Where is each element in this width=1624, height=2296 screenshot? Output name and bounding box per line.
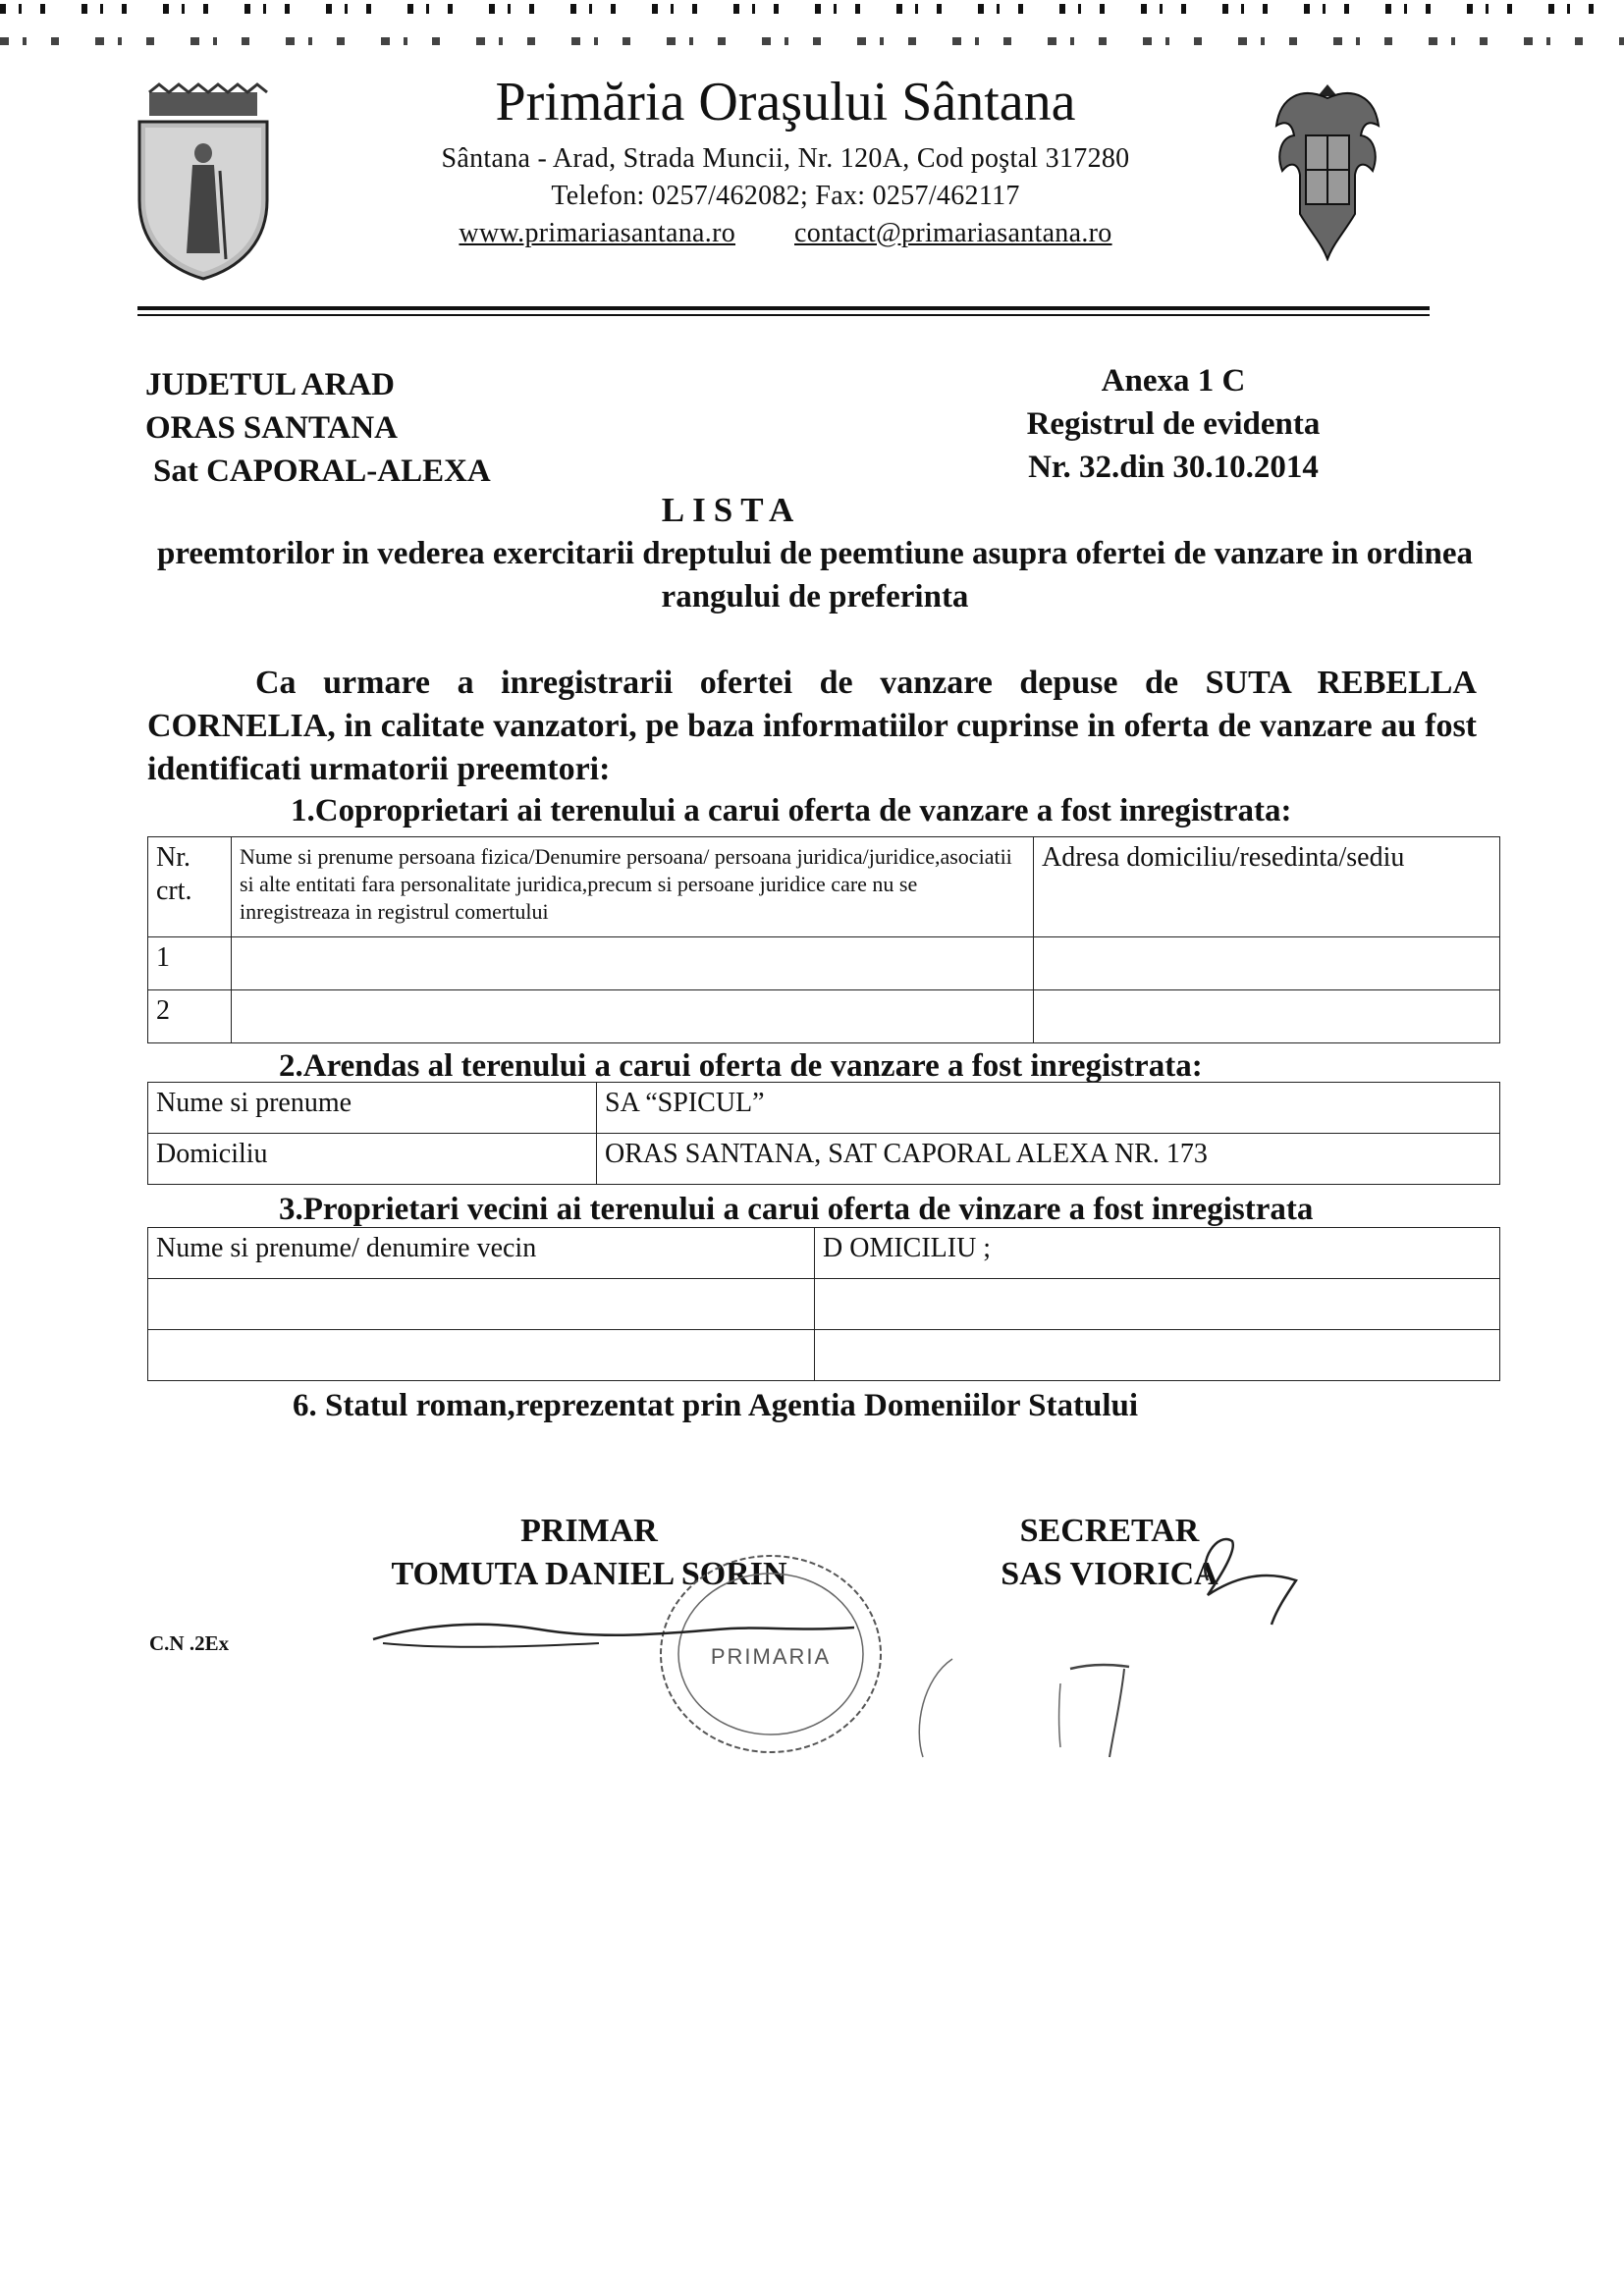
handwritten-mark-icon — [903, 1639, 1218, 1767]
value-nume: SA “SPICUL” — [597, 1083, 1500, 1134]
table-row — [148, 1134, 1500, 1185]
svg-text:PRIMARIA: PRIMARIA — [710, 1644, 832, 1669]
website-link[interactable]: www.primariasantana.ro — [459, 218, 735, 248]
mayor-title: PRIMAR — [520, 1513, 658, 1549]
table-header-row — [148, 837, 1500, 937]
section1-heading: 1.Coproprietari ai terenului a carui oferta de vanzare a fost inregistrata: — [291, 793, 1292, 828]
neighbors-table — [147, 1227, 1500, 1381]
row-nr: 2 — [148, 990, 232, 1043]
col-nr-header: Nr. crt. — [148, 837, 232, 937]
village-label: Sat CAPORAL-ALEXA — [153, 454, 491, 489]
coowners-table — [147, 836, 1500, 1043]
secretary-name: SAS VIORICA — [1001, 1556, 1218, 1592]
romania-coat-of-arms-icon — [1272, 77, 1382, 261]
letterhead-contacts — [295, 216, 1276, 251]
secretary-signature-icon — [1178, 1522, 1326, 1629]
col-nume-header: Nume si prenume persoana fizica/Denumire persoana/ persoana juridica/juridice,asociatii si alte entitati fara personalitate juridica,precum si persoane juridice care nu se inregistreaza in registrul comertului — [232, 837, 1034, 937]
copies-code: C.N .2Ex — [149, 1631, 230, 1655]
city-coat-of-arms-icon — [130, 82, 277, 281]
table-row — [148, 1083, 1500, 1134]
section3-heading: 3.Proprietari vecini ai terenului a carui oferta de vinzare a fost inregistrata — [279, 1192, 1314, 1227]
col-adresa-header: Adresa domiciliu/resedinta/sediu — [1034, 837, 1500, 937]
header-left-block — [145, 363, 833, 493]
table-header-row — [148, 1228, 1500, 1279]
annex-label: Anexa 1 C — [1101, 363, 1246, 399]
letterhead-title: Primăria Oraşului Sântana — [495, 72, 1076, 133]
table-row — [148, 1279, 1500, 1330]
row-nr: 1 — [148, 937, 232, 990]
section6-heading: 6. Statul roman,reprezentat prin Agentia Domeniilor Statului — [293, 1388, 1139, 1423]
document-subtitle: preemtorilor in vederea exercitarii dreptului de peemtiune asupra ofertei de vanzare in ordinea rangului de preferinta — [157, 536, 1473, 614]
intro-paragraph: Ca urmare a inregistrarii ofertei de vanzare depuse de SUTA REBELLA CORNELIA, in calitate vanzatori, pe baza informatiilor cuprinse in oferta de vanzare au fost identificati urmatorii preemtori: — [147, 665, 1477, 787]
secretary-title: SECRETAR — [1019, 1513, 1200, 1549]
header-divider — [137, 306, 1430, 310]
value-domiciliu: ORAS SANTANA, SAT CAPORAL ALEXA NR. 173 — [597, 1134, 1500, 1185]
county-label: JUDETUL ARAD — [145, 367, 395, 402]
town-label: ORAS SANTANA — [145, 410, 399, 446]
header-divider — [137, 314, 1430, 316]
table-row — [148, 937, 1500, 990]
label-domiciliu: Domiciliu — [148, 1134, 597, 1185]
registry-label: Registrul de evidenta — [1026, 406, 1321, 442]
email-link[interactable]: contact@primariasantana.ro — [794, 218, 1112, 248]
mayor-signature-icon — [363, 1610, 874, 1669]
tenant-table — [147, 1082, 1500, 1185]
col-domiciliu-header: D OMICILIU ; — [815, 1228, 1500, 1279]
section2-heading: 2.Arendas al terenului a carui oferta de vanzare a fost inregistrata: — [279, 1048, 1203, 1084]
registry-number: Nr. 32.din 30.10.2014 — [1028, 450, 1319, 485]
label-nume: Nume si prenume — [148, 1083, 597, 1134]
table-row — [148, 1330, 1500, 1381]
letterhead-phone-fax: Telefon: 0257/462082; Fax: 0257/462117 — [551, 181, 1020, 211]
mayor-name: TOMUTA DANIEL SORIN — [391, 1556, 787, 1592]
row-nume — [232, 937, 1034, 990]
document-title: LISTA — [661, 491, 802, 529]
header-right-block — [962, 359, 1384, 489]
scan-noise — [0, 37, 1624, 45]
letterhead-address: Sântana - Arad, Strada Muncii, Nr. 120A, Cod poştal 317280 — [441, 143, 1130, 174]
row-nume — [232, 990, 1034, 1043]
row-adresa — [1034, 937, 1500, 990]
table-row — [148, 990, 1500, 1043]
row-adresa — [1034, 990, 1500, 1043]
scan-noise — [0, 4, 1624, 14]
col-nume-vecin-header: Nume si prenume/ denumire vecin — [148, 1228, 815, 1279]
